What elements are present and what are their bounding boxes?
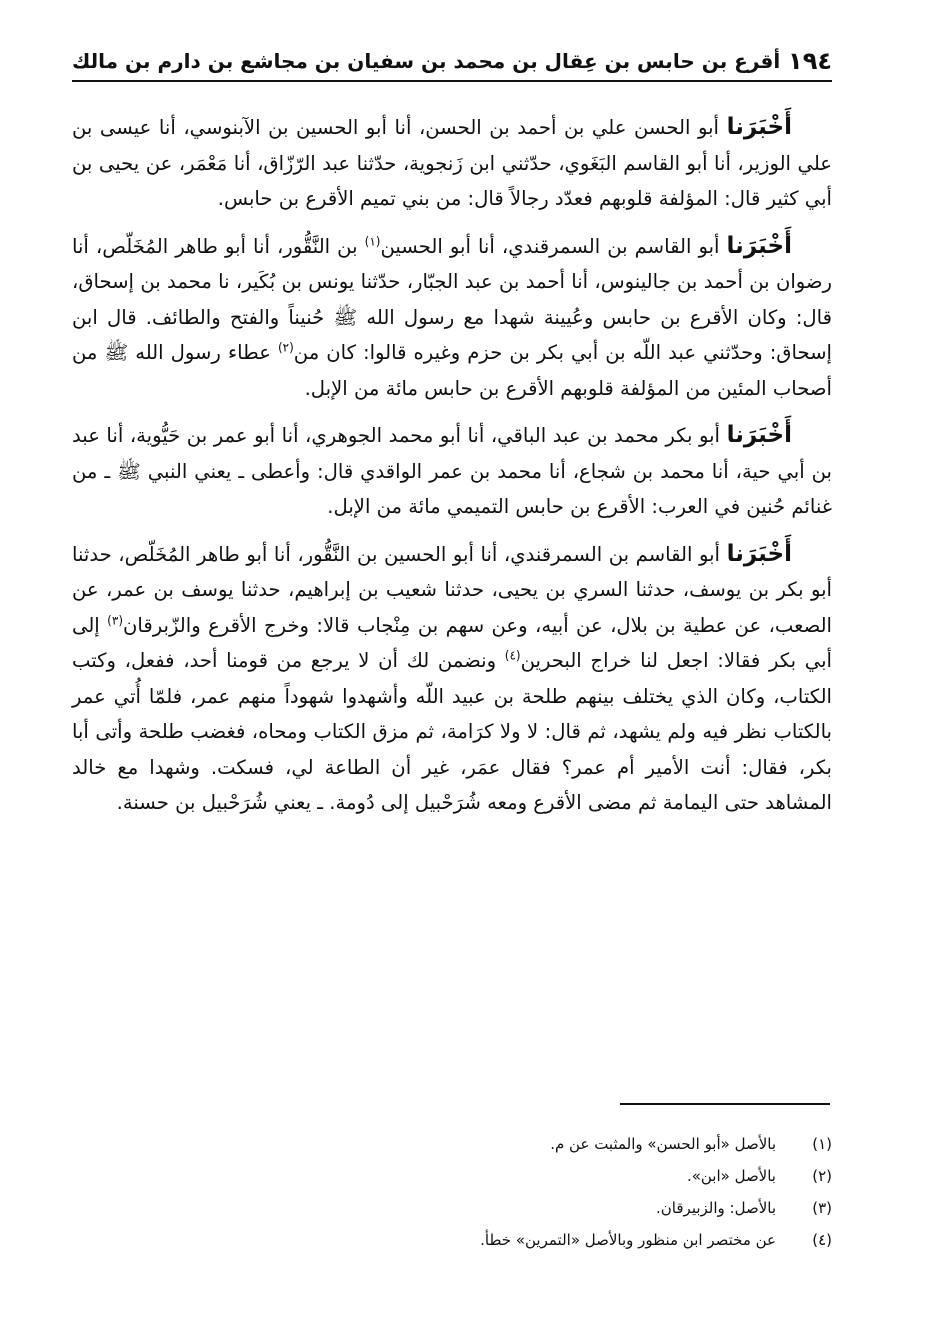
footnote-text: بالأصل «ابن». [686,1167,776,1185]
page-number: ١٩٤ [788,47,832,75]
paragraph-text: إلى أبي بكر فقالا: اجعل لنا خراج البحرين [72,613,832,672]
paragraph-1 [72,110,832,217]
footnote-number: (٢) [812,1167,832,1185]
footnote [72,1160,832,1192]
footnote-marker[interactable]: (٢) [277,340,294,355]
paragraph-text: ونضمن لك أن لا يرجع من قومنا أحد، ففعل، وكتب الكتاب، وكان الذي يختلف بينهم طلحة بن عبيد اللّه وأشهدوا شهوداً منهم عمر، فلمّا أُتي عمر بالكتاب نظر فيه ولم يشهد، ثم قال: لا ولا كرَامة، ثم مزق الكتاب ومحاه، فغضب طلحة وأتى أبا بكر، فقال: أنت الأمير أم عمر؟ فقال عمَر، غير أن الطاعة لي، فسكت. وشهدا مع خالد المشاهد حتى اليمامة ثم مضى الأقرع ومعه شُرَحْبيل إلى دُومة. ـ يعني شُرَحْبيل بن حسنة. [72,649,832,814]
paragraph-text: أبو بكر محمد بن عبد الباقي، أنا أبو محمد الجوهري، أنا أبو عمر بن حَيُّوية، أنا عبد بن أبي حية، أنا محمد بن شجاع، أنا محمد بن عمر الواقدي قال: وأعطى ـ يعني النبي ﷺ ـ من غنائم حُنين في العرب: الأقرع بن حابس التميمي مائة من الإبل. [72,424,832,518]
keyword-akhbarana: أَخْبَرَنا [726,540,792,567]
footnote-text: عن مختصر ابن منظور وبالأصل «التمرين» خطأ. [480,1231,776,1249]
footnote-text: بالأصل «أبو الحسن» والمثبت عن م. [550,1135,776,1153]
paragraph-2 [72,229,832,407]
paragraph-text: أبو القاسم بن السمرقندي، أنا أبو الحسين [380,234,720,258]
footnote-marker[interactable]: (٣) [107,612,123,627]
keyword-akhbarana: أَخْبَرَنا [726,232,792,259]
running-title: أقرع بن حابس بن عِقال بن محمد بن سفيان بن مجاشع بن دارم بن مالك [72,49,781,73]
footnote-marker[interactable]: (٤) [504,648,521,663]
footnote [72,1224,832,1256]
footnote-text: بالأصل: والزبيرقان. [656,1199,776,1217]
paragraph-text: عطاء رسول الله ﷺ من أصحاب المئين من المؤلفة قلوبهم الأقرع بن حابس مائة من الإبل. [72,341,832,400]
paragraph-3 [72,418,832,525]
paragraph-text: أبو القاسم بن السمرقندي، أنا أبو الحسين بن النَّقُّور، أنا أبو طاهر المُخَلّص، حدثنا أبو بكر بن يوسف، حدثنا السري بن يحيى، حدثنا شعيب بن إبراهيم، حدثنا يوسف بن عمر، عن الصعب، عن عطية بن بلال، عن أبيه، وعن سهم بن مِنْجاب قالا: وخرج الأقرع والزّبرقان [72,542,832,637]
footnote [72,1128,832,1160]
footnotes [72,1128,832,1256]
footnote-number: (١) [812,1135,832,1153]
paragraph-text: بن النَّقُّور، أنا أبو طاهر المُخَلّص، أنا رضوان بن أحمد بن جالينوس، أنا أحمد بن عبد الجبّار، حدّثنا يونس بن بُكَير، نا محمد بن إسحاق، قال: وكان الأقرع بن حابس وعُيينة شهدا مع رسول الله ﷺ حُنيناً والفتح والطائف. قال ابن إسحاق: وحدّثني عبد اللّه بن أبي بكر بن حزم وغيره قالوا: كان من [72,234,832,364]
paragraph-text: أبو الحسن علي بن أحمد بن الحسن، أنا أبو الحسين بن الآبنوسي، أنا عيسى بن علي الوزير، أنا أبو القاسم البَغَوي، حدّثني ابن زَنجوية، حدّثنا عبد الرّزّاق، أنا مَعْمَر، عن يحيى بن أبي كثير قال: المؤلفة قلوبهم فعدّد رجالاً قال: من بني تميم الأقرع بن حابس. [72,116,832,210]
keyword-akhbarana: أَخْبَرَنا [726,114,792,140]
keyword-akhbarana: أَخْبَرَنا [726,422,792,448]
footnote-number: (٣) [812,1199,832,1217]
footnote [72,1192,832,1224]
main-text [72,110,832,833]
page-header [72,44,832,84]
header-rule [72,80,832,82]
footnote-separator [620,1103,830,1105]
paragraph-4 [72,537,832,821]
footnote-marker[interactable]: (١) [364,233,381,248]
footnote-number: (٤) [812,1231,832,1249]
